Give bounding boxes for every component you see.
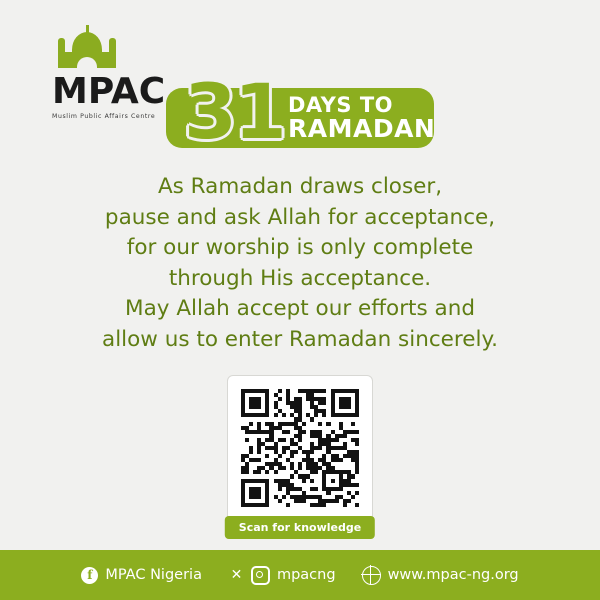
x-twitter-icon: ✕ (230, 567, 243, 583)
message-line: allow us to enter Ramadan sincerely. (102, 326, 498, 352)
message-line: As Ramadan draws closer, (157, 174, 443, 199)
footer-item-social[interactable] (228, 566, 336, 585)
logo-tagline: Muslim Public Affairs Centre (52, 113, 156, 120)
instagram-icon (251, 566, 270, 585)
countdown-line-1: DAYS TO (288, 92, 393, 117)
footer-item-facebook[interactable] (81, 567, 202, 584)
footer-item-website[interactable] (362, 566, 519, 585)
message-line: through His acceptance. (168, 265, 432, 291)
message-line: for our worship is only complete (126, 235, 474, 261)
qr-code-icon[interactable] (227, 375, 373, 521)
countdown-banner (0, 67, 600, 156)
message-text (0, 172, 600, 355)
message-line: pause and ask Allah for acceptance, (104, 204, 496, 230)
footer-label-facebook: MPAC Nigeria (105, 567, 202, 583)
logo-wordmark: MPAC (52, 71, 166, 112)
footer-label-website: www.mpac-ng.org (387, 567, 519, 583)
facebook-icon: f (81, 567, 98, 584)
scan-caption: Scan for knowledge (225, 516, 375, 539)
footer-bar (0, 550, 600, 600)
mosque-icon (58, 32, 116, 70)
countdown-line-2: RAMADAN (288, 113, 436, 143)
message-line: May Allah accept our efforts and (125, 296, 475, 322)
countdown-number: 31 (184, 67, 284, 156)
footer-label-social: mpacng (276, 567, 336, 583)
globe-icon (362, 566, 381, 585)
